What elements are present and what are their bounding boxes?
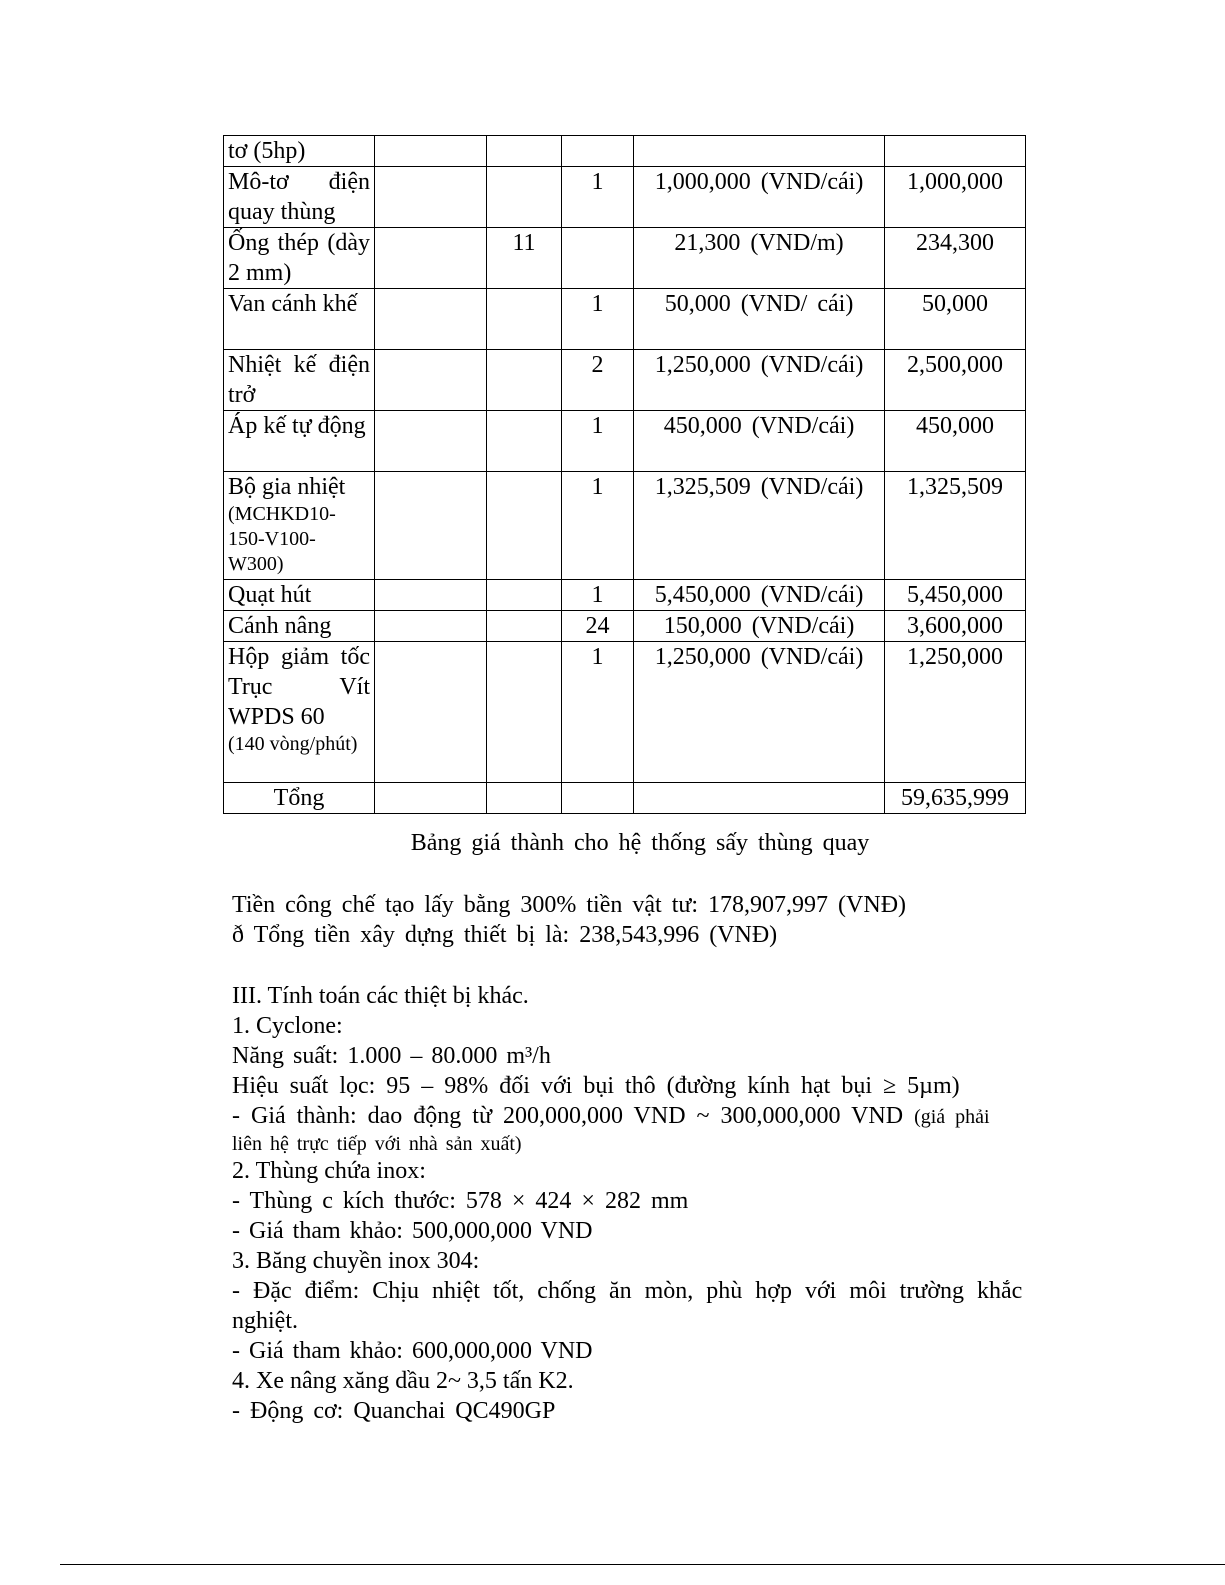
section-heading: III. Tính toán các thiệt bị khác. (232, 983, 529, 1009)
length-cell (487, 411, 562, 472)
item-name-detail: (MCHKD10-150-V100-W300) (228, 503, 336, 575)
item-name-text: Quạt hút (228, 582, 312, 608)
table-row (224, 580, 1026, 611)
table-row (224, 228, 1026, 289)
empty-cell (375, 642, 487, 783)
empty-cell (375, 580, 487, 611)
item-name-detail: (140 vòng/phút) (228, 733, 358, 755)
table-row (224, 350, 1026, 411)
empty-cell (375, 167, 487, 228)
item-name-text: Áp kế tự động (228, 413, 366, 439)
table-row (224, 411, 1026, 472)
length-cell (487, 289, 562, 350)
tank-heading: 2. Thùng chứa inox: (232, 1158, 426, 1184)
cyclone-capacity: Năng suất: 1.000 – 80.000 m³/h (232, 1043, 551, 1069)
item-name (224, 411, 375, 472)
empty-cell (375, 136, 487, 167)
conveyor-features: - Đặc điểm: Chịu nhiệt tốt, chống ăn mòn, phù hợp với môi trường khắc (232, 1278, 1023, 1304)
unit-price-cell: 1,000,000 (VND/cái) (634, 167, 885, 228)
table-row (224, 289, 1026, 350)
length-cell (487, 611, 562, 642)
length-cell (487, 167, 562, 228)
unit-price-cell: 1,250,000 (VND/cái) (634, 642, 885, 783)
total-cell (885, 136, 1026, 167)
total-cell: 234,300 (885, 228, 1026, 289)
total-cell: 1,250,000 (885, 642, 1026, 783)
quantity-cell: 1 (562, 411, 634, 472)
total-cell: 5,450,000 (885, 580, 1026, 611)
length-cell: 11 (487, 228, 562, 289)
page-bottom-rule (60, 1564, 1225, 1565)
unit-price-cell: 50,000 (VND/ cái) (634, 289, 885, 350)
quantity-cell: 1 (562, 472, 634, 580)
empty-cell (562, 783, 634, 814)
labor-cost-line: Tiền công chế tạo lấy bằng 300% tiền vật tư: 178,907,997 (VNĐ) (232, 892, 907, 918)
item-name (224, 136, 375, 167)
table-row (224, 136, 1026, 167)
item-name (224, 289, 375, 350)
conveyor-features-cont: nghiệt. (232, 1308, 298, 1334)
quantity-cell (562, 136, 634, 167)
total-cell: 50,000 (885, 289, 1026, 350)
item-name (224, 642, 375, 783)
item-name-text: Mô-tơ điện quay thùng (228, 169, 370, 225)
item-name-text: Hộp giảm tốc Trục Vít WPDS 60 (228, 644, 370, 730)
table-row (224, 611, 1026, 642)
item-name (224, 228, 375, 289)
length-cell (487, 580, 562, 611)
table-row (224, 642, 1026, 783)
quantity-cell: 24 (562, 611, 634, 642)
empty-cell (375, 350, 487, 411)
length-cell (487, 136, 562, 167)
quantity-cell: 1 (562, 289, 634, 350)
quantity-cell: 1 (562, 642, 634, 783)
item-name-text: Bộ gia nhiệt (228, 474, 346, 500)
unit-price-cell: 21,300 (VND/m) (634, 228, 885, 289)
total-cell: 1,325,509 (885, 472, 1026, 580)
forklift-heading: 4. Xe nâng xăng dầu 2~ 3,5 tấn K2. (232, 1368, 574, 1394)
empty-cell (375, 611, 487, 642)
total-cost-line: ð Tổng tiền xây dựng thiết bị là: 238,543,996 (VNĐ) (232, 922, 778, 948)
cyclone-efficiency: Hiệu suất lọc: 95 – 98% đối với bụi thô (đường kính hạt bụi ≥ 5µm) (232, 1073, 960, 1099)
length-cell (487, 642, 562, 783)
summary (232, 890, 1072, 950)
table-row (224, 472, 1026, 580)
item-name (224, 580, 375, 611)
item-name-text: Van cánh khế (228, 291, 358, 317)
unit-price-cell: 5,450,000 (VND/cái) (634, 580, 885, 611)
empty-cell (375, 472, 487, 580)
item-name (224, 350, 375, 411)
item-name (224, 167, 375, 228)
quantity-cell (562, 228, 634, 289)
quantity-cell: 2 (562, 350, 634, 411)
conveyor-price: - Giá tham khảo: 600,000,000 VND (232, 1338, 593, 1364)
quantity-cell: 1 (562, 167, 634, 228)
section-other-equipment (232, 981, 1072, 1426)
conveyor-heading: 3. Băng chuyền inox 304: (232, 1248, 480, 1274)
unit-price-cell: 150,000 (VND/cái) (634, 611, 885, 642)
quantity-cell: 1 (562, 580, 634, 611)
item-name-text: Nhiệt kế điện trở (228, 352, 370, 408)
total-cell: 450,000 (885, 411, 1026, 472)
item-name (224, 611, 375, 642)
unit-price-cell: 1,250,000 (VND/cái) (634, 350, 885, 411)
empty-cell (375, 228, 487, 289)
total-cell: 2,500,000 (885, 350, 1026, 411)
table-row (224, 167, 1026, 228)
total-cell: 3,600,000 (885, 611, 1026, 642)
tank-size: - Thùng c kích thước: 578 × 424 × 282 mm (232, 1188, 689, 1214)
tank-price: - Giá tham khảo: 500,000,000 VND (232, 1218, 593, 1244)
empty-cell (487, 783, 562, 814)
total-row (224, 783, 1026, 814)
item-name-text: tơ (5hp) (228, 138, 306, 164)
length-cell (487, 350, 562, 411)
length-cell (487, 472, 562, 580)
unit-price-cell (634, 136, 885, 167)
item-name-text: Ống thép (dày 2 mm) (228, 230, 370, 286)
empty-cell (375, 289, 487, 350)
empty-cell (375, 783, 487, 814)
unit-price-cell: 450,000 (VND/cái) (634, 411, 885, 472)
total-label: Tổng (224, 783, 375, 814)
unit-price-cell: 1,325,509 (VND/cái) (634, 472, 885, 580)
cyclone-price-note: liên hệ trực tiếp với nhà sản xuất) (232, 1133, 522, 1155)
forklift-engine: - Động cơ: Quanchai QC490GP (232, 1398, 556, 1424)
total-cell: 1,000,000 (885, 167, 1026, 228)
cyclone-price: - Giá thành: dao động từ 200,000,000 VND ~ 300,000,000 VND (giá phải (232, 1103, 990, 1129)
cost-table (223, 135, 1026, 814)
item-name (224, 472, 375, 580)
empty-cell (375, 411, 487, 472)
table-caption: Bảng giá thành cho hệ thống sấy thùng quay (410, 830, 870, 856)
empty-cell (634, 783, 885, 814)
total-value: 59,635,999 (885, 783, 1026, 814)
item-name-text: Cánh nâng (228, 613, 332, 639)
cyclone-heading: 1. Cyclone: (232, 1013, 343, 1039)
